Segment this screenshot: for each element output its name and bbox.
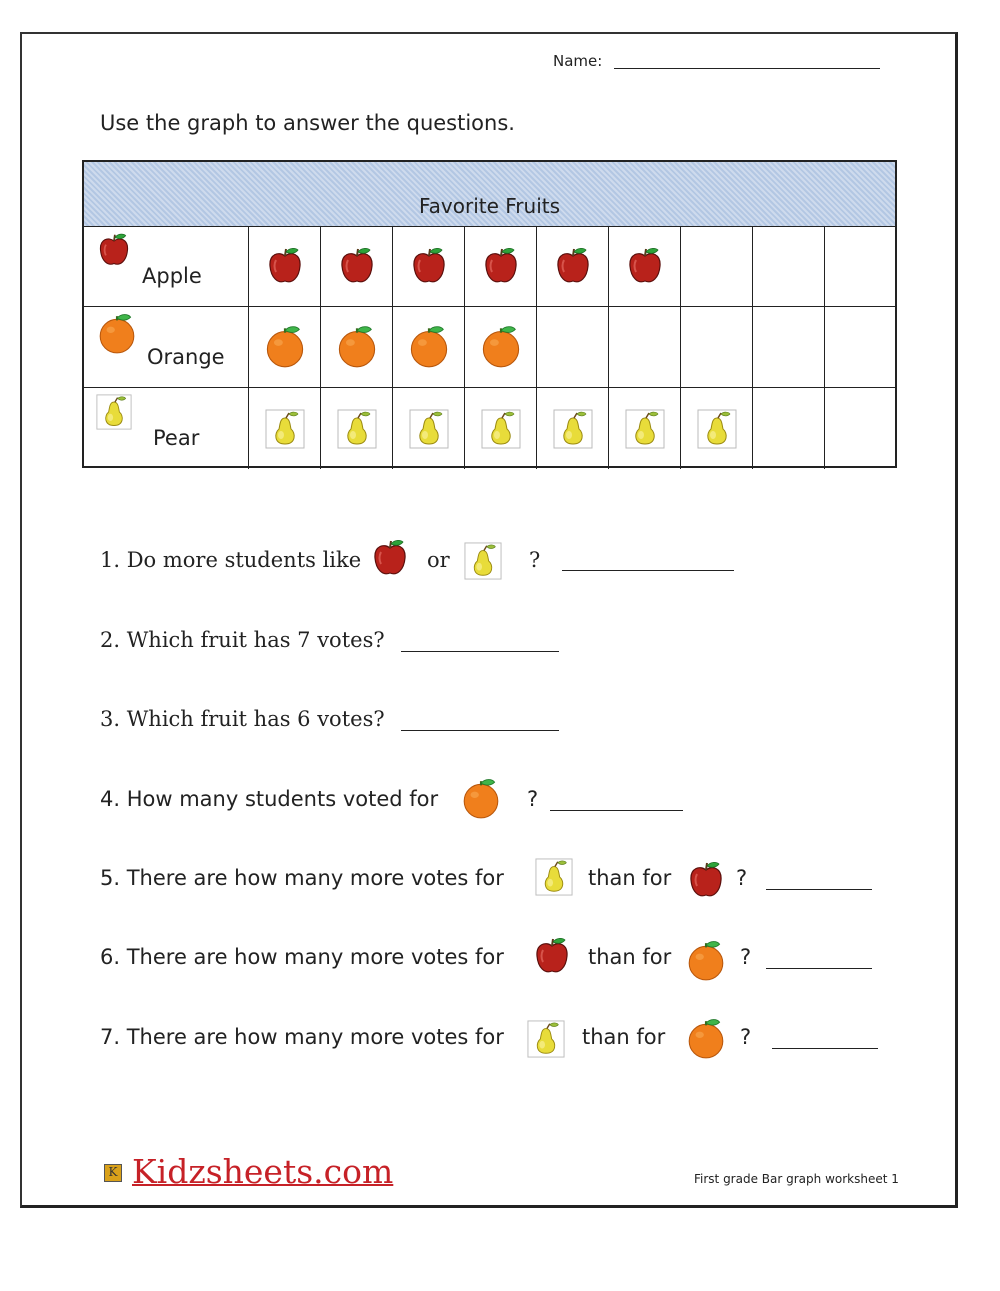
grid-cell <box>609 226 681 306</box>
question-4-qmark: ? <box>527 787 539 811</box>
answer-3-blank[interactable] <box>401 730 559 731</box>
question-7-than: than for <box>582 1025 666 1049</box>
answer-2-blank[interactable] <box>401 651 559 652</box>
row-apple <box>84 226 895 307</box>
pear-icon <box>527 1020 565 1058</box>
pear-mark <box>265 409 305 449</box>
answer-1-blank[interactable] <box>562 570 734 571</box>
name-field[interactable] <box>614 68 880 69</box>
row-label-cell <box>84 307 249 387</box>
apple-mark <box>481 246 521 286</box>
grid-cell <box>321 226 393 306</box>
orange-mark <box>407 325 451 369</box>
grid-cell <box>681 226 753 306</box>
pictograph-table <box>82 160 897 468</box>
question-6-qmark: ? <box>740 945 752 969</box>
grid-cell <box>825 307 897 387</box>
apple-icon <box>532 936 572 976</box>
row-pear <box>84 388 895 469</box>
grid-cell <box>249 388 321 469</box>
pear-mark <box>625 409 665 449</box>
grid-cell <box>393 307 465 387</box>
apple-icon <box>96 232 132 268</box>
apple-mark <box>337 246 377 286</box>
orange-mark <box>335 325 379 369</box>
instructions: Use the graph to answer the questions. <box>100 111 515 135</box>
orange-icon <box>685 1018 727 1060</box>
pear-icon <box>96 394 132 430</box>
orange-mark <box>479 325 523 369</box>
row-label-cell <box>84 226 249 306</box>
chart-title: Favorite Fruits <box>84 162 895 227</box>
grid-cell <box>825 388 897 469</box>
answer-5-blank[interactable] <box>766 889 872 890</box>
pear-mark <box>337 409 377 449</box>
question-6-than: than for <box>588 945 672 969</box>
grid-cell <box>537 388 609 469</box>
category-label: Orange <box>147 345 225 369</box>
category-label: Pear <box>153 426 200 450</box>
grid-cell <box>753 226 825 306</box>
site-link[interactable]: Kidzsheets.com <box>132 1152 394 1191</box>
question-2-text: 2. Which fruit has 7 votes? <box>100 628 385 652</box>
apple-icon <box>686 860 726 900</box>
pear-mark <box>481 409 521 449</box>
pear-icon <box>464 542 502 580</box>
apple-mark <box>553 246 593 286</box>
grid-cell <box>609 388 681 469</box>
kidzsheets-logo-icon: K <box>104 1164 122 1182</box>
grid-cell <box>825 226 897 306</box>
answer-4-blank[interactable] <box>550 810 683 811</box>
question-7-text: 7. There are how many more votes for <box>100 1025 504 1049</box>
orange-icon <box>96 313 138 355</box>
question-6-text: 6. There are how many more votes for <box>100 945 504 969</box>
apple-mark <box>409 246 449 286</box>
apple-mark <box>625 246 665 286</box>
answer-7-blank[interactable] <box>772 1048 878 1049</box>
grid-cell <box>681 307 753 387</box>
question-5-qmark: ? <box>736 866 748 890</box>
answer-6-blank[interactable] <box>766 968 872 969</box>
pear-icon <box>535 858 573 896</box>
orange-icon <box>460 778 502 820</box>
grid-cell <box>249 307 321 387</box>
grid-cell <box>753 388 825 469</box>
question-3-text: 3. Which fruit has 6 votes? <box>100 707 385 731</box>
question-4-text: 4. How many students voted for <box>100 787 439 811</box>
apple-icon <box>370 538 410 578</box>
grid-cell <box>393 388 465 469</box>
pear-mark <box>553 409 593 449</box>
grid-cell <box>321 388 393 469</box>
worksheet-caption: First grade Bar graph worksheet 1 <box>694 1172 899 1186</box>
pear-mark <box>409 409 449 449</box>
question-1-qmark: ? <box>529 548 541 572</box>
row-label-cell <box>84 388 249 469</box>
grid-cell <box>465 307 537 387</box>
grid-cell <box>609 307 681 387</box>
question-1-or: or <box>427 548 450 572</box>
name-label: Name: <box>553 52 603 70</box>
category-label: Apple <box>142 264 202 288</box>
grid-cell <box>537 307 609 387</box>
grid-cell <box>753 307 825 387</box>
grid-cell <box>681 388 753 469</box>
grid-cell <box>321 307 393 387</box>
grid-cell <box>249 226 321 306</box>
row-orange <box>84 307 895 388</box>
question-5-text: 5. There are how many more votes for <box>100 866 504 890</box>
pear-mark <box>697 409 737 449</box>
orange-icon <box>685 940 727 982</box>
apple-mark <box>265 246 305 286</box>
grid-cell <box>465 388 537 469</box>
grid-cell <box>465 226 537 306</box>
grid-cell <box>393 226 465 306</box>
orange-mark <box>263 325 307 369</box>
question-1-text: 1. Do more students like <box>100 548 362 572</box>
grid-cell <box>537 226 609 306</box>
question-5-than: than for <box>588 866 672 890</box>
question-7-qmark: ? <box>740 1025 752 1049</box>
